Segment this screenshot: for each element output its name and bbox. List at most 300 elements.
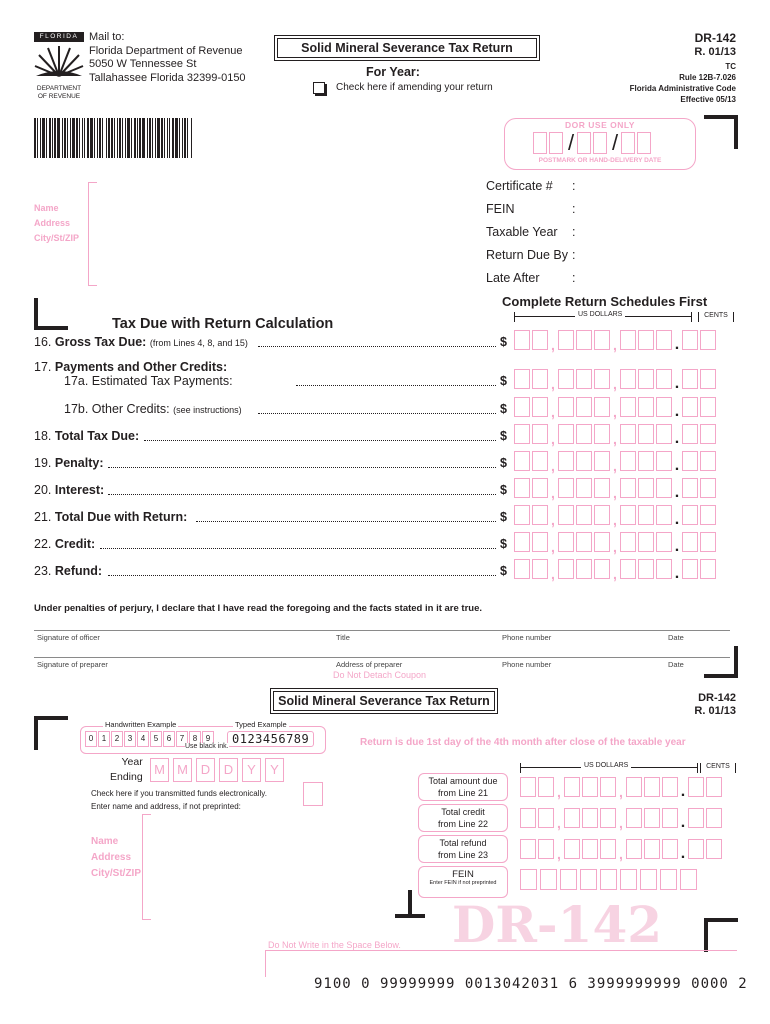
line-number: 16. <box>34 335 52 349</box>
amount-digit-box[interactable] <box>558 330 574 350</box>
form-watermark: DR-142 <box>452 895 663 954</box>
amount-digit-box[interactable] <box>558 424 574 444</box>
address-line-3: Tallahassee Florida 32399-0150 <box>89 71 246 84</box>
fein-digit-box[interactable] <box>580 869 597 890</box>
amount-digit-box[interactable] <box>594 424 610 444</box>
coupon-codes <box>694 692 736 718</box>
amount-digit-box[interactable] <box>620 330 636 350</box>
line-label: Penalty: <box>54 456 104 470</box>
amount-digit-box[interactable] <box>514 451 530 471</box>
amount-digit-box[interactable] <box>558 559 574 579</box>
amount-digit-box[interactable] <box>576 369 592 389</box>
coupon-amount-digit-box[interactable] <box>538 808 554 828</box>
amount-decimal: . <box>674 565 680 582</box>
amount-cents-box[interactable] <box>682 478 698 498</box>
line-label: Refund: <box>54 564 103 578</box>
amount-digit-box[interactable] <box>638 478 654 498</box>
coupon-amount-digit-box[interactable] <box>626 839 642 859</box>
amount-digit-box[interactable] <box>532 369 548 389</box>
coupon-amount-digit-box[interactable] <box>600 777 616 797</box>
coupon-amount-comma: , <box>557 846 561 862</box>
amount-comma: , <box>613 539 617 555</box>
coupon-amount-cents-box[interactable] <box>706 808 722 828</box>
amount-digit-box[interactable] <box>620 532 636 552</box>
city-label: City/St/ZIP <box>34 233 80 243</box>
amount-decimal: . <box>674 375 680 392</box>
coupon-amount-cents-box[interactable] <box>706 777 722 797</box>
leader-dots <box>258 413 496 414</box>
coupon-amount-digit-box[interactable] <box>564 808 580 828</box>
amount-comma: , <box>613 337 617 353</box>
amount-digit-box[interactable] <box>638 369 654 389</box>
coupon-amount-cents-box[interactable] <box>688 808 704 828</box>
line-number: 22. <box>34 537 52 551</box>
coupon-amount-digit-box[interactable] <box>626 808 642 828</box>
amount-digit-box[interactable] <box>594 369 610 389</box>
coupon-amount-label-box <box>418 835 508 863</box>
amount-comma: , <box>613 404 617 420</box>
year-ending-label <box>110 755 143 785</box>
amount-digit-box[interactable] <box>532 559 548 579</box>
amount-digit-box[interactable] <box>656 424 672 444</box>
coupon-us-dollars-label: US DOLLARS <box>581 762 631 769</box>
fein-digit-box[interactable] <box>600 869 617 890</box>
amount-digit-box[interactable] <box>558 397 574 417</box>
amount-cents-box[interactable] <box>700 330 716 350</box>
sun-logo-icon <box>34 42 84 80</box>
leader-dots <box>196 521 496 522</box>
logo-top-text: FLORIDA <box>34 32 84 42</box>
coupon-title: Solid Mineral Severance Tax Return <box>278 694 490 708</box>
amount-digit-box[interactable] <box>620 478 636 498</box>
certificate-field: Certificate # : <box>486 179 576 193</box>
amount-cents-box[interactable] <box>700 559 716 579</box>
coupon-amount-label-2: from Line 21 <box>437 788 489 798</box>
date-mask-box[interactable]: M <box>173 758 192 782</box>
fein-digit-box[interactable] <box>680 869 697 890</box>
amount-digit-box[interactable] <box>638 559 654 579</box>
sig-preparer-label: Signature of preparer <box>37 660 108 669</box>
amount-digit-box[interactable] <box>638 424 654 444</box>
coupon-amount-decimal: . <box>680 814 686 831</box>
amount-digit-box[interactable] <box>532 451 548 471</box>
amount-comma: , <box>613 566 617 582</box>
handwritten-digit: 0 <box>85 731 97 747</box>
amount-input[interactable] <box>514 476 718 501</box>
amount-cents-box[interactable] <box>682 505 698 525</box>
coupon-address-label: Address <box>91 852 132 863</box>
coupon-amount-digit-box[interactable] <box>538 777 554 797</box>
amount-digit-box[interactable] <box>656 505 672 525</box>
coupon-amount-cents-box[interactable] <box>688 839 704 859</box>
amount-digit-box[interactable] <box>532 505 548 525</box>
amount-comma: , <box>613 458 617 474</box>
coupon-amount-digit-box[interactable] <box>564 839 580 859</box>
coupon-amount-digit-box[interactable] <box>538 839 554 859</box>
coupon-name-bracket <box>142 814 151 920</box>
amount-digit-box[interactable] <box>558 369 574 389</box>
fein-digit-box[interactable] <box>660 869 677 890</box>
amount-digit-box[interactable] <box>514 505 530 525</box>
fein-digit-box[interactable] <box>640 869 657 890</box>
fein-field: FEIN : <box>486 202 576 216</box>
amount-digit-box[interactable] <box>576 451 592 471</box>
calc-line <box>34 510 187 524</box>
amount-comma: , <box>551 458 555 474</box>
handwritten-digit: 1 <box>98 731 110 747</box>
dollar-sign: $ <box>500 335 507 349</box>
amount-digit-box[interactable] <box>576 532 592 552</box>
us-dollars-label: US DOLLARS <box>575 311 625 318</box>
line-number: 20. <box>34 483 52 497</box>
dollar-sign: $ <box>500 564 507 578</box>
amount-digit-box[interactable] <box>514 559 530 579</box>
amount-digit-box[interactable] <box>656 559 672 579</box>
date-mask-box[interactable]: Y <box>242 758 261 782</box>
sig-officer-label: Signature of officer <box>37 633 100 642</box>
ink-example-box <box>80 720 326 754</box>
amount-digit-box[interactable] <box>514 424 530 444</box>
amount-digit-box[interactable] <box>558 532 574 552</box>
coupon-fein-note: Enter FEIN if not preprinted <box>429 880 497 886</box>
line-note: (see instructions) <box>173 405 242 415</box>
coupon-amount-digit-box[interactable] <box>662 808 678 828</box>
handwritten-digit: 3 <box>124 731 136 747</box>
typed-example-label: Typed Example <box>235 720 287 729</box>
coupon-cents-label: CENTS <box>700 763 736 773</box>
coupon-amount-digit-box[interactable] <box>582 808 598 828</box>
coupon-amount-input[interactable] <box>520 806 724 831</box>
amount-input[interactable] <box>514 422 718 447</box>
coupon-amount-digit-box[interactable] <box>600 808 616 828</box>
coupon-fein-label-box <box>418 866 508 898</box>
coupon-amount-comma: , <box>557 784 561 800</box>
coupon-amount-comma: , <box>619 846 623 862</box>
amount-digit-box[interactable] <box>576 478 592 498</box>
amount-digit-box[interactable] <box>594 505 610 525</box>
coupon-amount-digit-box[interactable] <box>582 839 598 859</box>
amount-comma: , <box>551 539 555 555</box>
amount-cents-box[interactable] <box>700 532 716 552</box>
scanline: 9100 0 99999999 0013042031 6 3999999999 0000 2 <box>314 976 748 992</box>
amount-digit-box[interactable] <box>638 505 654 525</box>
amount-digit-box[interactable] <box>656 397 672 417</box>
leader-dots <box>100 548 496 549</box>
amount-decimal: . <box>674 457 680 474</box>
amount-comma: , <box>551 337 555 353</box>
amount-digit-box[interactable] <box>620 369 636 389</box>
barcode <box>34 118 194 158</box>
amount-input[interactable] <box>514 395 718 420</box>
coupon-amount-digit-box[interactable] <box>520 808 536 828</box>
line-number: 17. <box>34 360 52 374</box>
cents-label: CENTS <box>698 312 734 322</box>
amount-input[interactable] <box>514 503 718 528</box>
amount-input[interactable] <box>514 530 718 555</box>
amount-decimal: . <box>674 538 680 555</box>
coupon-amount-digit-box[interactable] <box>662 777 678 797</box>
enter-name-label: Enter name and address, if not preprinted: <box>91 802 241 811</box>
amount-digit-box[interactable] <box>514 369 530 389</box>
signature-line-2[interactable] <box>34 657 730 658</box>
handwritten-digit: 2 <box>111 731 123 747</box>
amount-decimal: . <box>674 484 680 501</box>
calc-line <box>34 360 227 374</box>
line-label: Payments and Other Credits: <box>54 360 228 374</box>
amount-digit-box[interactable] <box>558 451 574 471</box>
coupon-amount-label-2: from Line 22 <box>437 819 489 829</box>
for-year-label: For Year: <box>366 65 420 79</box>
coupon-amount-label-2: from Line 23 <box>437 850 489 860</box>
amount-digit-box[interactable] <box>532 532 548 552</box>
date-mask-box[interactable]: D <box>196 758 215 782</box>
coupon-amount-comma: , <box>619 815 623 831</box>
late-after-field: Late After : <box>486 271 576 285</box>
logo-bottom-1: DEPARTMENT <box>36 85 82 92</box>
line-label: 17a. Estimated Tax Payments: <box>64 374 233 388</box>
coupon-amount-digit-box[interactable] <box>644 777 660 797</box>
amount-cents-box[interactable] <box>700 397 716 417</box>
amount-comma: , <box>551 485 555 501</box>
amount-digit-box[interactable] <box>594 559 610 579</box>
dor-use-only-label: DOR USE ONLY <box>565 120 635 130</box>
amount-digit-box[interactable] <box>638 397 654 417</box>
amount-digit-box[interactable] <box>656 330 672 350</box>
form-tc: TC <box>725 62 736 71</box>
coupon-amount-digit-box[interactable] <box>520 839 536 859</box>
coupon-amount-input[interactable] <box>520 775 724 800</box>
amount-digit-box[interactable] <box>558 478 574 498</box>
sig-title-label: Title <box>336 633 350 642</box>
form-title-box <box>274 35 540 61</box>
line-label: 17b. Other Credits: <box>64 402 170 416</box>
amount-digit-box[interactable] <box>558 505 574 525</box>
amount-digit-box[interactable] <box>576 505 592 525</box>
amount-digit-box[interactable] <box>594 478 610 498</box>
name-label: Name <box>34 203 59 213</box>
amount-digit-box[interactable] <box>514 397 530 417</box>
fein-digit-box[interactable] <box>560 869 577 890</box>
fein-digit-box[interactable] <box>540 869 557 890</box>
line-label: Interest: <box>54 483 105 497</box>
coupon-amount-digit-box[interactable] <box>626 777 642 797</box>
coupon-amount-decimal: . <box>680 783 686 800</box>
calc-line <box>34 429 139 443</box>
taxpayer-fields <box>486 179 576 294</box>
dollar-sign: $ <box>500 537 507 551</box>
no-write-area <box>265 950 737 977</box>
coupon-amount-cents-box[interactable] <box>688 777 704 797</box>
amount-input[interactable] <box>514 557 718 582</box>
amount-cents-box[interactable] <box>682 330 698 350</box>
handwritten-digit: 4 <box>137 731 149 747</box>
mailing-address <box>89 31 246 85</box>
amount-cents-box[interactable] <box>700 451 716 471</box>
leader-dots <box>108 467 496 468</box>
handwritten-digit: 9 <box>202 731 214 747</box>
amend-checkbox[interactable] <box>313 82 325 94</box>
amount-digit-box[interactable] <box>594 397 610 417</box>
corner-mark-top-right <box>704 115 738 149</box>
amount-digit-box[interactable] <box>576 330 592 350</box>
amount-cents-box[interactable] <box>700 369 716 389</box>
amount-digit-box[interactable] <box>576 397 592 417</box>
leader-dots <box>258 346 496 347</box>
no-write-note: Do Not Write in the Space Below. <box>268 940 401 950</box>
amount-input[interactable] <box>514 328 718 353</box>
amount-digit-box[interactable] <box>594 451 610 471</box>
amount-digit-box[interactable] <box>532 330 548 350</box>
coupon-us-dollars-scale <box>520 763 698 773</box>
amount-comma: , <box>613 431 617 447</box>
amount-cents-box[interactable] <box>682 559 698 579</box>
amount-digit-box[interactable] <box>576 424 592 444</box>
calc-line <box>34 335 248 349</box>
admin-code: Florida Administrative Code <box>629 84 736 93</box>
amount-comma: , <box>551 376 555 392</box>
amount-decimal: . <box>674 430 680 447</box>
calc-line <box>34 456 104 470</box>
date-mask-box[interactable]: D <box>219 758 238 782</box>
coupon-amount-digit-box[interactable] <box>520 777 536 797</box>
signature-line-1[interactable] <box>34 630 730 631</box>
amount-comma: , <box>551 512 555 528</box>
logo-bottom-2: OF REVENUE <box>37 93 81 100</box>
ending-label: Ending <box>110 771 143 783</box>
corner-mark-bottom-right <box>704 918 738 952</box>
amount-digit-box[interactable] <box>594 532 610 552</box>
date-mask-box[interactable]: M <box>150 758 169 782</box>
calc-line <box>34 483 104 497</box>
amount-digit-box[interactable] <box>594 330 610 350</box>
form-number: DR-142 <box>694 31 736 45</box>
corner-mark-left <box>34 298 68 330</box>
coupon-amount-comma: , <box>557 815 561 831</box>
form-codes <box>630 31 736 105</box>
amount-comma: , <box>551 566 555 582</box>
calc-line <box>34 402 242 416</box>
sig-date1-label: Date <box>668 633 684 642</box>
amount-digit-box[interactable] <box>514 532 530 552</box>
fein-digit-box[interactable] <box>620 869 637 890</box>
electronic-checkbox[interactable] <box>303 782 323 806</box>
corner-mark-coupon-right <box>704 646 738 678</box>
date-mask-box[interactable]: Y <box>265 758 284 782</box>
amount-input[interactable] <box>514 367 718 392</box>
line-number: 18. <box>34 429 52 443</box>
amount-decimal: . <box>674 336 680 353</box>
amount-cents-box[interactable] <box>682 397 698 417</box>
coupon-amount-label-1: Total amount due <box>428 776 498 786</box>
amount-cents-box[interactable] <box>700 424 716 444</box>
coupon-name-label: Name <box>91 836 119 847</box>
black-ink-label: Use black ink. <box>185 743 229 750</box>
coupon-amount-digit-box[interactable] <box>662 839 678 859</box>
amount-cents-box[interactable] <box>682 424 698 444</box>
amount-cents-box[interactable] <box>682 451 698 471</box>
coupon-amount-digit-box[interactable] <box>600 839 616 859</box>
leader-dots <box>108 575 496 576</box>
coupon-city-label: City/St/ZIP <box>91 868 142 879</box>
coupon-fein-input[interactable] <box>520 869 700 890</box>
amount-digit-box[interactable] <box>656 451 672 471</box>
name-address-labels <box>34 201 79 246</box>
calc-line <box>34 564 102 578</box>
coupon-amount-label-1: Total refund <box>439 838 487 848</box>
line-number: 19. <box>34 456 52 470</box>
amount-digit-box[interactable] <box>620 397 636 417</box>
amount-digit-box[interactable] <box>620 424 636 444</box>
amount-input[interactable] <box>514 449 718 474</box>
form-title: Solid Mineral Severance Tax Return <box>301 41 513 55</box>
amount-digit-box[interactable] <box>620 451 636 471</box>
handwritten-example-label: Handwritten Example <box>105 720 177 729</box>
line-label: Total Tax Due: <box>54 429 140 443</box>
amount-digit-box[interactable] <box>532 424 548 444</box>
amount-digit-box[interactable] <box>532 397 548 417</box>
coupon-form-number: DR-142 <box>698 692 736 704</box>
line-number: 23. <box>34 564 52 578</box>
amount-digit-box[interactable] <box>638 451 654 471</box>
sig-phone1-label: Phone number <box>502 633 552 642</box>
amount-decimal: . <box>674 511 680 528</box>
leader-dots <box>144 440 496 441</box>
form-rule: Rule 12B-7.026 <box>679 73 736 82</box>
amount-comma: , <box>551 404 555 420</box>
amount-digit-box[interactable] <box>514 478 530 498</box>
calc-line <box>34 374 233 388</box>
amount-digit-box[interactable] <box>576 559 592 579</box>
amount-digit-box[interactable] <box>638 330 654 350</box>
coupon-name-labels <box>91 834 141 882</box>
amount-digit-box[interactable] <box>514 330 530 350</box>
amount-digit-box[interactable] <box>638 532 654 552</box>
coupon-amount-digit-box[interactable] <box>644 808 660 828</box>
year-ending-date-input[interactable] <box>150 758 288 782</box>
amount-cents-box[interactable] <box>682 532 698 552</box>
coupon-fein-label: FEIN <box>452 869 474 880</box>
amount-comma: , <box>613 512 617 528</box>
amount-digit-box[interactable] <box>532 478 548 498</box>
effective-date: Effective 05/13 <box>680 95 736 104</box>
amount-comma: , <box>613 376 617 392</box>
coupon-amount-cents-box[interactable] <box>706 839 722 859</box>
line-number: 21. <box>34 510 52 524</box>
line-label: Gross Tax Due: <box>54 335 147 349</box>
amount-digit-box[interactable] <box>620 559 636 579</box>
amount-cents-box[interactable] <box>682 369 698 389</box>
amount-digit-box[interactable] <box>656 478 672 498</box>
coupon-amount-digit-box[interactable] <box>564 777 580 797</box>
amount-digit-box[interactable] <box>620 505 636 525</box>
dollar-sign: $ <box>500 510 507 524</box>
fein-digit-box[interactable] <box>520 869 537 890</box>
amount-cents-box[interactable] <box>700 478 716 498</box>
coupon-amount-input[interactable] <box>520 837 724 862</box>
handwritten-digit: 6 <box>163 731 175 747</box>
address-line-1: Florida Department of Revenue <box>89 44 243 57</box>
amount-digit-box[interactable] <box>656 532 672 552</box>
amount-digit-box[interactable] <box>656 369 672 389</box>
form-revision: R. 01/13 <box>694 46 736 58</box>
taxable-year-field: Taxable Year : <box>486 225 576 239</box>
calc-line <box>34 537 95 551</box>
amount-cents-box[interactable] <box>700 505 716 525</box>
line-label: Total Due with Return: <box>54 510 188 524</box>
coupon-amount-digit-box[interactable] <box>644 839 660 859</box>
coupon-amount-digit-box[interactable] <box>582 777 598 797</box>
name-address-bracket <box>88 182 97 286</box>
